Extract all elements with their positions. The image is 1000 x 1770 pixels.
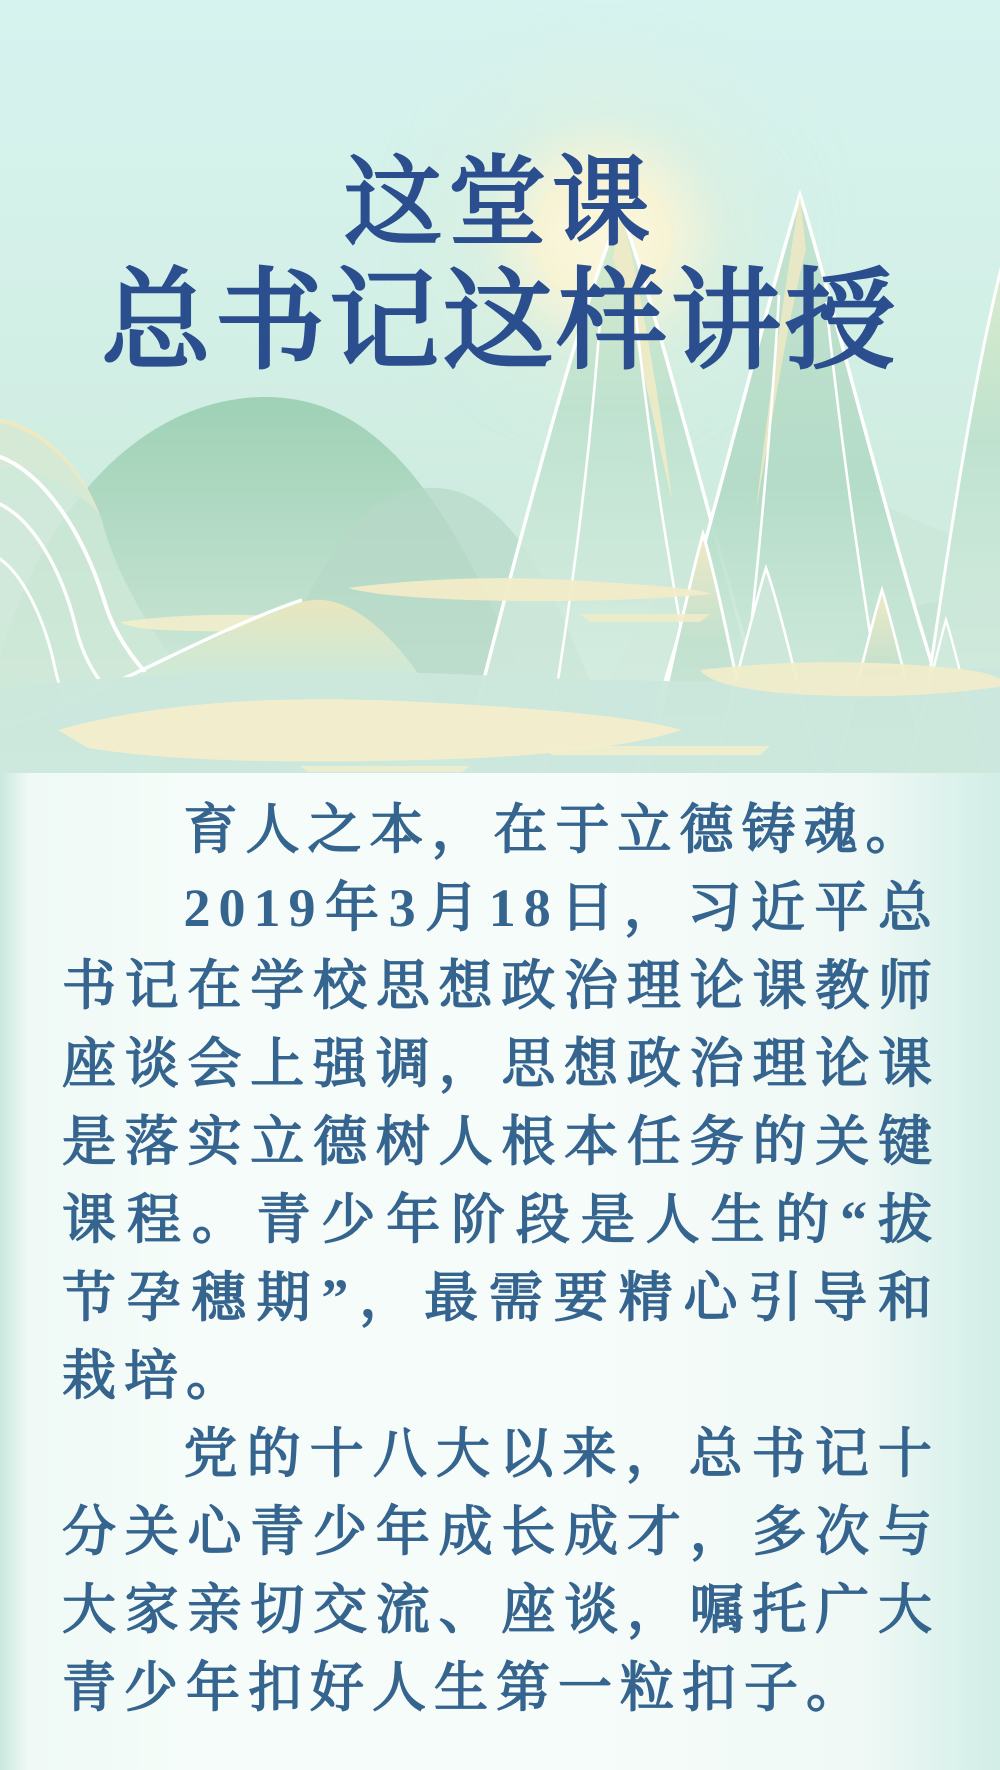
- title-line-2: 总书记这样讲授: [101, 260, 899, 383]
- title-line-1: 这堂课: [343, 150, 656, 258]
- hero-section: [0, 0, 1000, 773]
- poster-title: [0, 150, 1000, 383]
- content-card: [0, 773, 1000, 1770]
- body-paragraph-1: 育人之本，在于立德铸魂。: [183, 800, 928, 860]
- body-paragraph-2: 2019年3月18日，习近平总书记在学校思想政治理论课教师座谈会上强调，思想政治理论课是落实立德树人根本任务的关键课程。青少年阶段是人生的“拔节孕穗期”，最需要精心引导和栽培。: [62, 878, 940, 1406]
- body-paragraph-3: 党的十八大以来，总书记十分关心青少年成长成才，多次与大家亲切交流、座谈，嘱托广大青少年扣好人生第一粒扣子。: [62, 1424, 940, 1718]
